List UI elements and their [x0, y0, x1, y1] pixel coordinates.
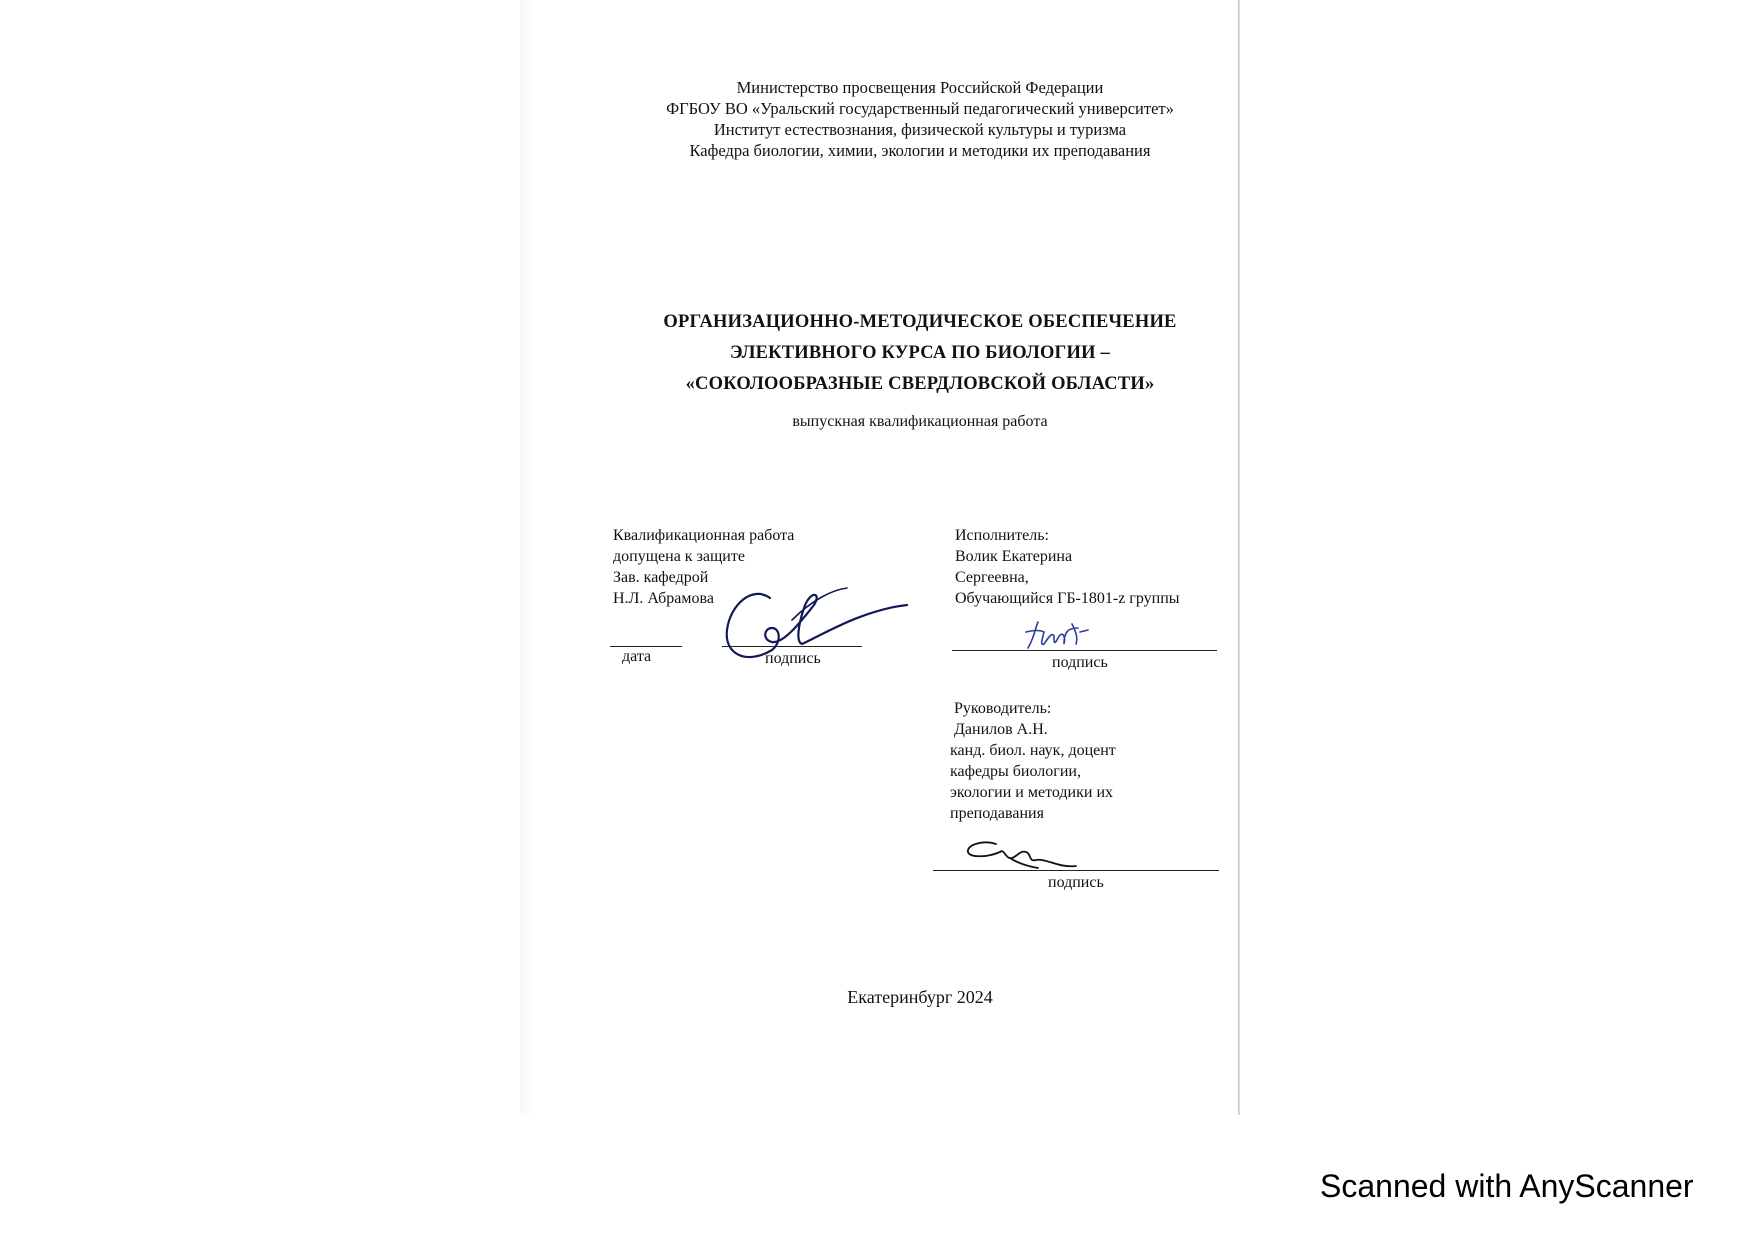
executor-signature-drawing	[1020, 618, 1100, 654]
supervisor-dept-line-3: преподавания	[950, 805, 1044, 822]
head-signature-caption: подпись	[765, 650, 821, 667]
supervisor-block	[950, 698, 1116, 824]
title-line-2: ЭЛЕКТИВНОГО КУРСА ПО БИОЛОГИИ –	[730, 343, 1110, 363]
approval-line-2: допущена к защите	[613, 548, 745, 565]
institute-line: Институт естествознания, физической культуры и туризма	[713, 120, 1127, 139]
ministry-line: Министерство просвещения Российской Федерации	[736, 78, 1104, 97]
scanner-watermark: Scanned with AnyScanner	[1320, 1168, 1694, 1204]
executor-name-line-2: Сергеевна,	[955, 569, 1029, 586]
executor-block	[955, 525, 1180, 609]
title-line-1: ОРГАНИЗАЦИОННО-МЕТОДИЧЕСКОЕ ОБЕСПЕЧЕНИЕ	[663, 312, 1177, 332]
approval-head-name: Н.Л. Абрамова	[613, 590, 714, 607]
work-type: выпускная квалификационная работа	[792, 413, 1048, 430]
executor-label: Исполнитель:	[955, 527, 1049, 544]
institution-header	[600, 77, 1240, 161]
executor-group: Обучающийся ГБ-1801-z группы	[955, 590, 1180, 607]
approval-line-3: Зав. кафедрой	[613, 569, 709, 586]
supervisor-dept-line-1: кафедры биологии,	[950, 763, 1081, 780]
supervisor-dept-line-2: экологии и методики их	[950, 784, 1113, 801]
city-year: Екатеринбург 2024	[847, 987, 993, 1007]
university-line: ФГБОУ ВО «Уральский государственный педагогический университет»	[666, 99, 1174, 118]
supervisor-label: Руководитель:	[954, 700, 1052, 717]
supervisor-signature-drawing	[966, 836, 1086, 876]
date-caption: дата	[622, 648, 652, 665]
executor-name-line-1: Волик Екатерина	[955, 548, 1073, 565]
supervisor-degree: канд. биол. наук, доцент	[950, 742, 1116, 759]
supervisor-name: Данилов А.Н.	[954, 721, 1048, 738]
approval-line-1: Квалификационная работа	[613, 527, 795, 544]
supervisor-signature-caption: подпись	[1048, 874, 1104, 891]
department-line: Кафедра биологии, химии, экологии и методики их преподавания	[689, 141, 1151, 160]
page-edge-shadow	[1238, 0, 1240, 1115]
executor-signature-caption: подпись	[1052, 654, 1108, 671]
date-line	[610, 646, 682, 647]
thesis-title	[600, 307, 1240, 400]
head-signature-drawing	[722, 580, 912, 670]
title-line-3: «СОКОЛООБРАЗНЫЕ СВЕРДЛОВСКОЙ ОБЛАСТИ»	[685, 374, 1155, 394]
